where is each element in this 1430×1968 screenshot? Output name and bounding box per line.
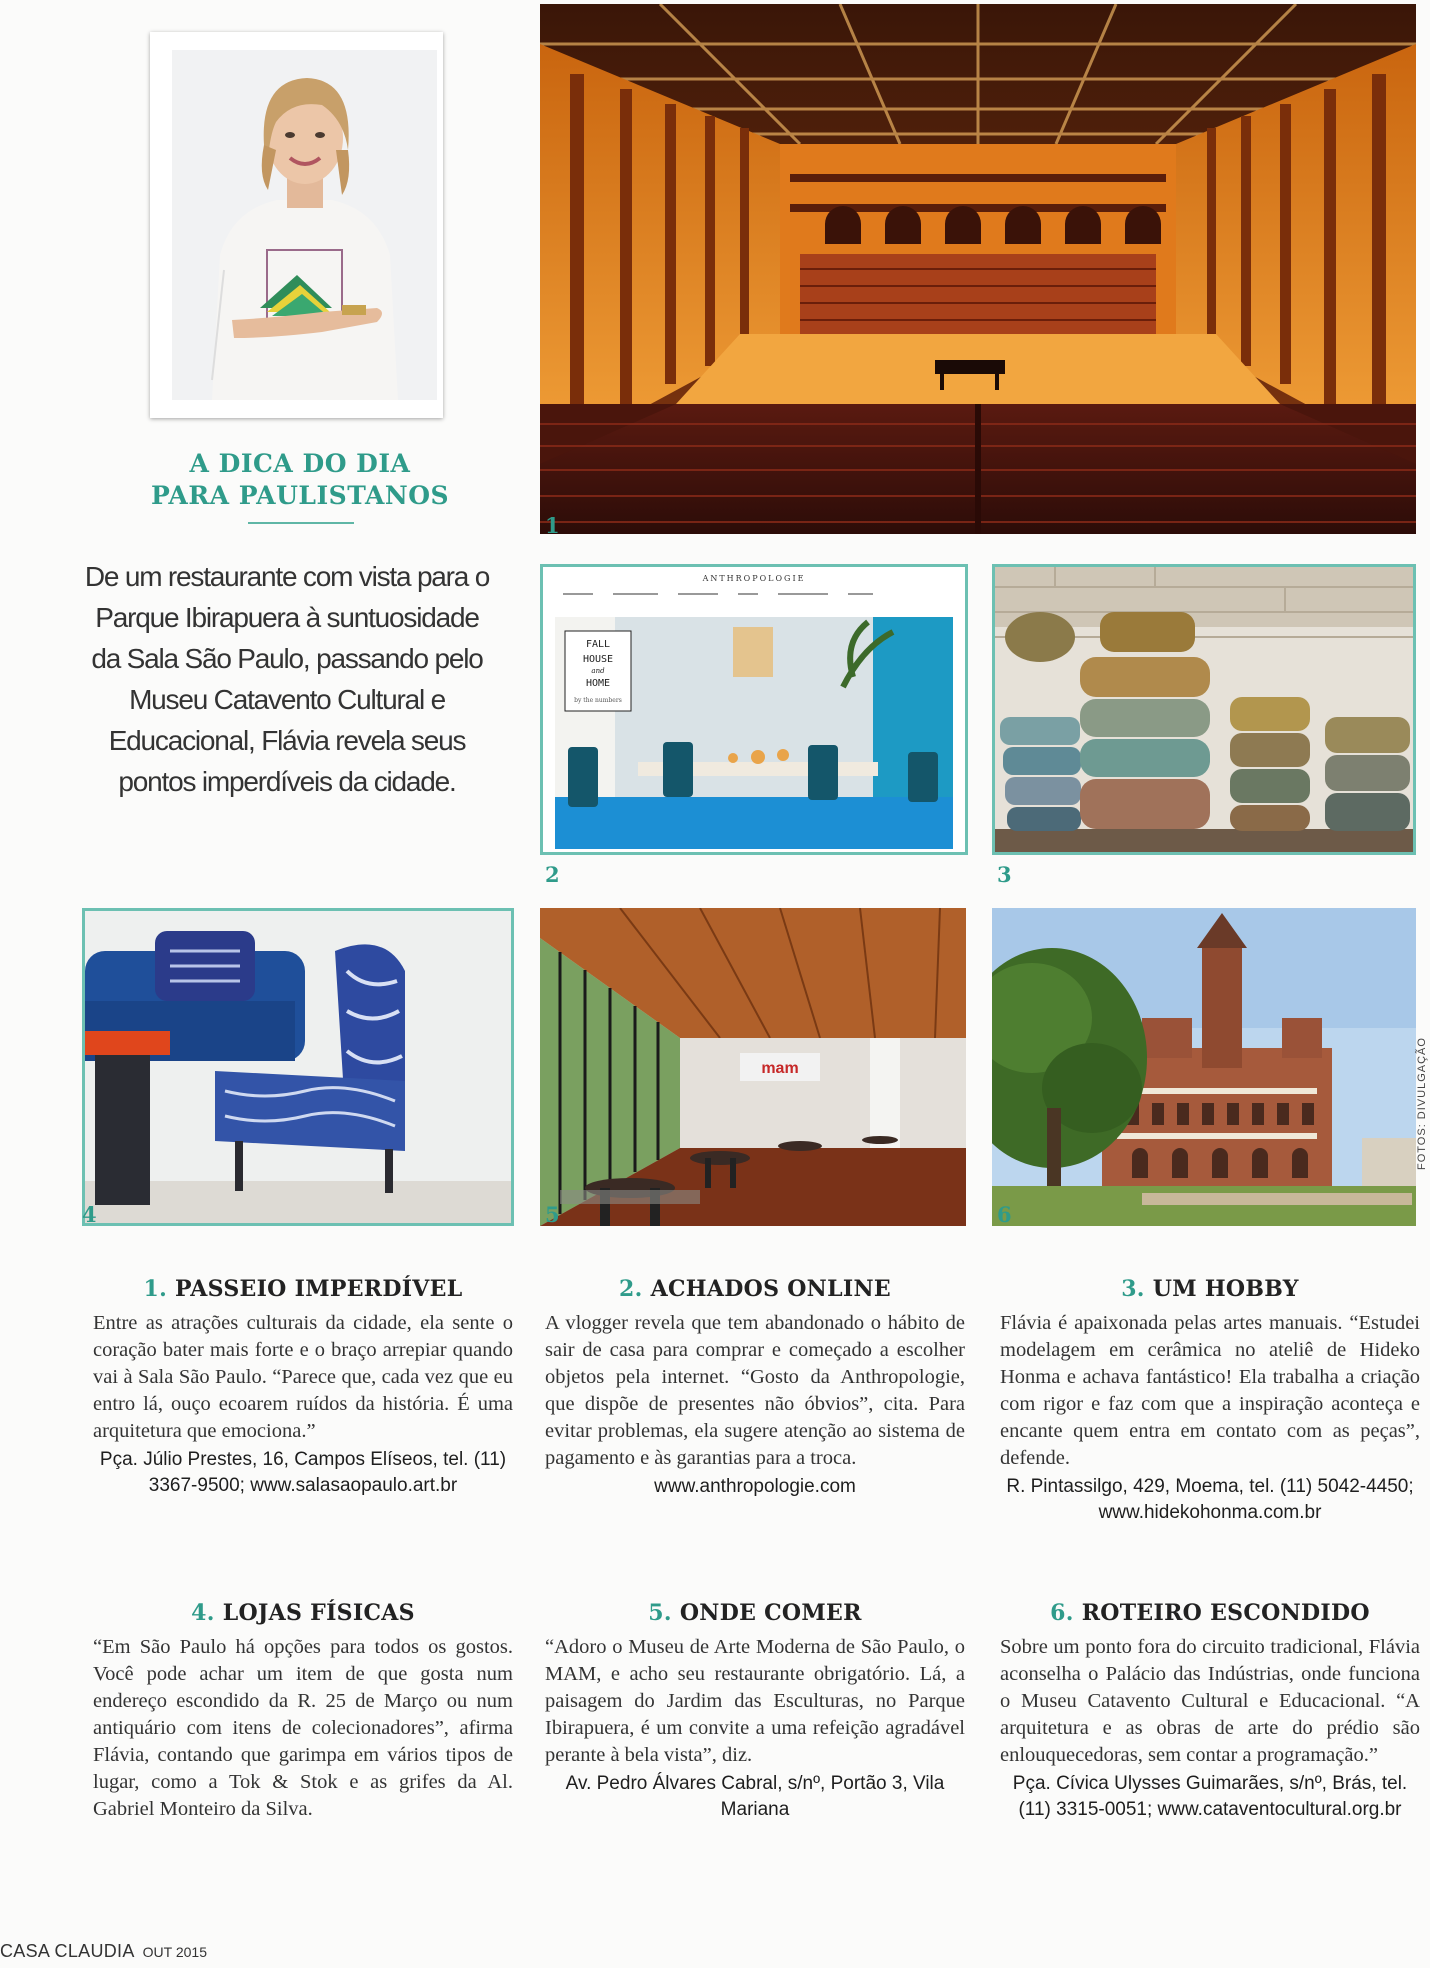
magazine-name: CASA CLAUDIA bbox=[0, 1941, 135, 1961]
photo-number-3: 3 bbox=[997, 862, 1012, 887]
section-heading-3 bbox=[1000, 1274, 1420, 1304]
section-number-5: 5. bbox=[648, 1600, 672, 1626]
portrait-photo bbox=[172, 50, 437, 400]
section-title-3: UM HOBBY bbox=[1152, 1276, 1299, 1302]
photo-website-screenshot bbox=[540, 564, 968, 855]
section-title-6: ROTEIRO ESCONDIDO bbox=[1081, 1600, 1370, 1626]
section-address-2: www.anthropologie.com bbox=[654, 1476, 856, 1497]
section-passeio bbox=[93, 1274, 513, 1499]
photo-number-1: 1 bbox=[545, 513, 560, 538]
photo-armchair bbox=[82, 908, 514, 1226]
section-heading-5 bbox=[545, 1598, 965, 1628]
section-hobby bbox=[1000, 1274, 1420, 1526]
section-body-2: A vlogger revela que tem abandonado o hábito de sair de casa para comprar e começado a escolher objetos pela internet. “Gosto da Anthropologie, que dispõe de presentes não óbvios”, cita. Para evitar problemas, ela sugere atenção ao sistema de pagamento e às garantias para a troca. bbox=[545, 1312, 965, 1469]
title-line-2: PARA PAULISTANOS bbox=[150, 481, 450, 510]
section-address-3: R. Pintassilgo, 429, Moema, tel. (11) 5042-4450; www.hidekohonma.com.br bbox=[1006, 1476, 1414, 1523]
section-title-5: ONDE COMER bbox=[679, 1600, 862, 1626]
section-achados bbox=[545, 1274, 965, 1500]
sign-line-4: HOME bbox=[585, 678, 611, 689]
photo-number-4: 4 bbox=[82, 1202, 97, 1227]
photo-number-2: 2 bbox=[545, 862, 560, 887]
section-title bbox=[120, 448, 480, 512]
section-address-6: Pça. Cívica Ulysses Guimarães, s/nº, Brás, tel. (11) 3315-0051; www.cataventocultural.org.br bbox=[1012, 1773, 1408, 1820]
section-address-5: Av. Pedro Álvares Cabral, s/nº, Portão 3, Vila Mariana bbox=[565, 1773, 945, 1820]
section-roteiro bbox=[1000, 1598, 1420, 1823]
photo-palace bbox=[992, 908, 1416, 1226]
intro-text: De um restaurante com vista para o Parque Ibirapuera à suntuosidade da Sala São Paulo, passando pelo Museu Catavento Cultural e Educacional, Flávia revela seus pontos imperdíveis da cidade. bbox=[84, 561, 490, 797]
restaurant-sign: mam bbox=[761, 1060, 799, 1077]
section-body-5: “Adoro o Museu de Arte Moderna de São Paulo, o MAM, e acho seu restaurante obrigatório. Lá, a paisagem do Jardim das Esculturas, no Parque Ibirapuera, é um convite a uma refeição agradável perante à bela vista”, diz. bbox=[545, 1636, 965, 1766]
section-onde-comer bbox=[545, 1598, 965, 1823]
section-body-6: Sobre um ponto fora do circuito tradicional, Flávia aconselha o Palácio das Indústrias, onde funciona o Museu Catavento Cultural e Educacional. “A arquitetura e as obras de arte do prédio são enlouquecedoras, sem contar a programação.” bbox=[1000, 1636, 1420, 1766]
photo-credit: FOTOS: DIVULGAÇÃO bbox=[1416, 1037, 1428, 1170]
sign-line-2: HOUSE bbox=[582, 654, 614, 665]
website-brand: ANTHROPOLOGIE bbox=[702, 574, 806, 583]
section-heading-1 bbox=[93, 1274, 513, 1304]
page-footer bbox=[0, 1941, 207, 1962]
section-title-4: LOJAS FÍSICAS bbox=[222, 1600, 415, 1626]
section-heading-2 bbox=[545, 1274, 965, 1304]
section-number-2: 2. bbox=[619, 1276, 643, 1302]
section-lojas bbox=[93, 1598, 513, 1823]
photo-number-6: 6 bbox=[997, 1202, 1012, 1227]
section-number-6: 6. bbox=[1050, 1600, 1074, 1626]
title-line-1: A DICA DO DIA bbox=[189, 449, 411, 478]
sign-line-1: FALL bbox=[585, 639, 611, 650]
issue-date: OUT 2015 bbox=[142, 1944, 207, 1960]
section-body-3: Flávia é apaixonada pelas artes manuais. “Estudei modelagem em cerâmica no ateliê de Hideko Honma e achava fantástico! Ela trabalha a criação com rigor e faz com que a inspiração aconteça e encante quem entra em contato com as peças”, defende. bbox=[1000, 1312, 1420, 1469]
section-number-4: 4. bbox=[191, 1600, 215, 1626]
section-number-1: 1. bbox=[143, 1276, 168, 1302]
sign-line-5: by the numbers bbox=[574, 697, 622, 704]
section-body-1: Entre as atrações culturais da cidade, ela sente o coração bater mais forte e o braço arrepiar quando vai à Sala São Paulo. “Parece que, cada vez que eu entro lá, ouço ecoarem ruídos da história. É uma arquitetura que emociona.” bbox=[93, 1312, 513, 1442]
section-title-1: PASSEIO IMPERDÍVEL bbox=[175, 1276, 463, 1302]
section-body-4: “Em São Paulo há opções para todos os gostos. Você pode achar um item de que gosta num endereço escondido da R. 25 de Março ou num antiquário com itens de colecionadores”, afirma Flávia, contando que garimpa em vários tipos de lugar, como a Tok & Stok e as grifes da Al. Gabriel Monteiro da Silva. bbox=[93, 1636, 513, 1820]
section-address-1: Pça. Júlio Prestes, 16, Campos Elíseos, tel. (11) 3367-9500; www.salasaopaulo.art.br bbox=[99, 1449, 507, 1496]
photo-concert-hall bbox=[540, 4, 1416, 534]
photo-restaurant bbox=[540, 908, 966, 1226]
section-title-2: ACHADOS ONLINE bbox=[650, 1276, 891, 1302]
section-heading-4 bbox=[93, 1598, 513, 1628]
section-heading-6 bbox=[1000, 1598, 1420, 1628]
photo-ceramics bbox=[992, 564, 1416, 855]
section-number-3: 3. bbox=[1121, 1276, 1145, 1302]
photo-number-5: 5 bbox=[545, 1202, 560, 1227]
sign-line-3: and bbox=[591, 667, 605, 675]
title-divider bbox=[248, 522, 354, 524]
